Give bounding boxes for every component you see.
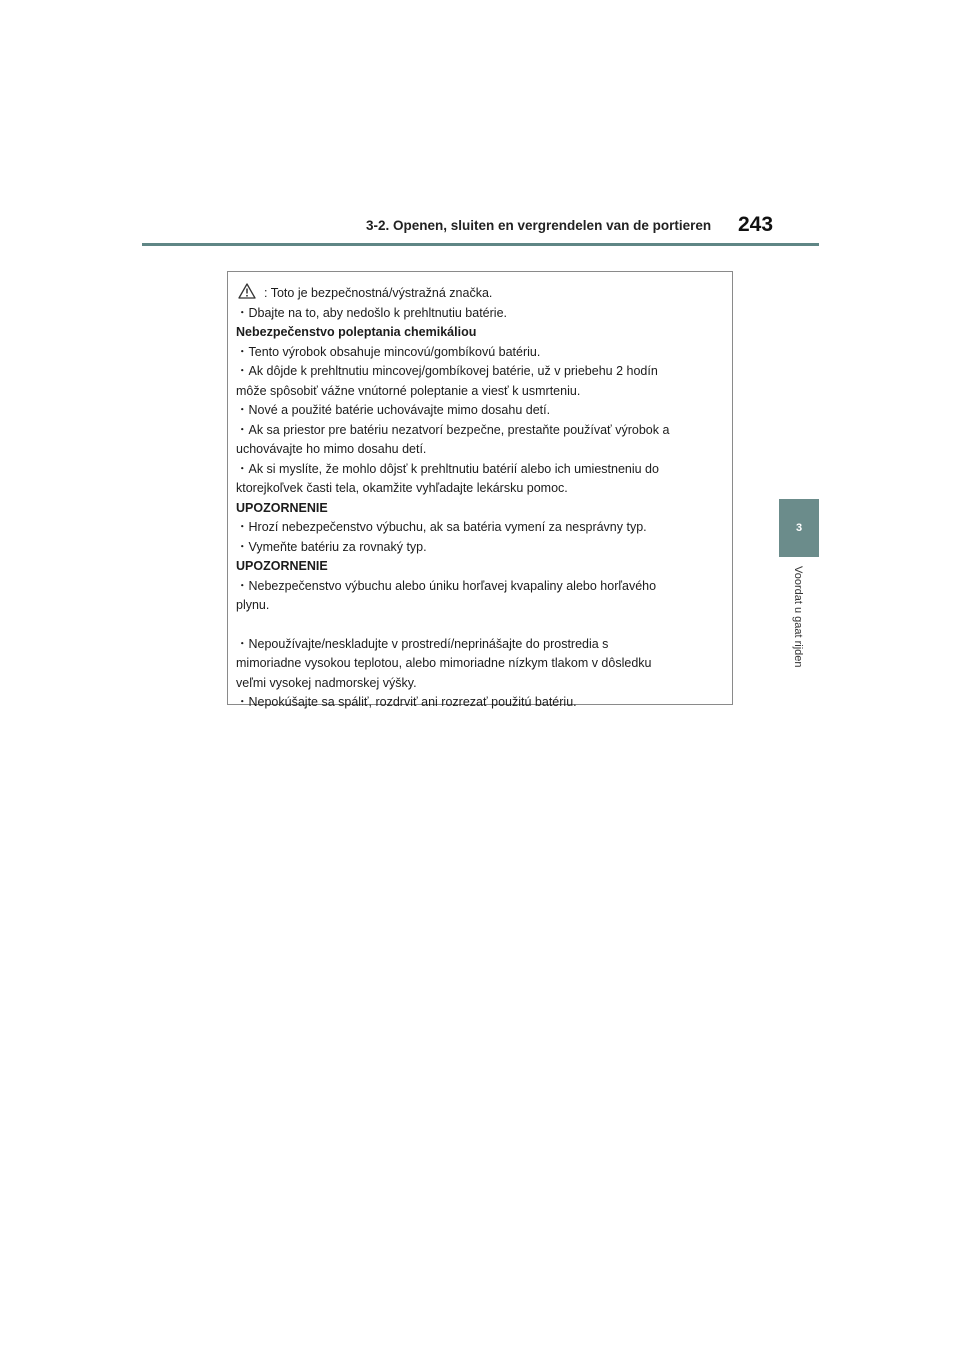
notice-line: mimoriadne vysokou teplotou, alebo mimoriadne nízkym tlakom v dôsledku xyxy=(236,656,652,670)
battery-warning-box xyxy=(227,271,733,709)
notice-line: ・Ak si myslíte, že mohlo dôjsť k prehltnutiu batérií alebo ich umiestneniu do xyxy=(236,461,659,476)
chapter-tab xyxy=(779,499,819,557)
notice-line: uchovávajte ho mimo dosahu detí. xyxy=(236,442,427,456)
notice-line: ・Dbajte na to, aby nedošlo k prehltnutiu batérie. xyxy=(236,305,508,320)
notice-line: veľmi vysokej nadmorskej výšky. xyxy=(236,675,417,690)
symbol-line xyxy=(236,283,724,304)
notice-line: ・Vymeňte batériu za rovnaký typ. xyxy=(236,539,427,554)
chapter-number: 3 xyxy=(795,522,803,534)
notice-line: ・Nové a použité batérie uchovávajte mimo dosahu detí. xyxy=(236,403,551,417)
notice-line: môže spôsobiť vážne vnútorné poleptanie a viesť k usmrteniu. xyxy=(236,383,581,398)
header-rule xyxy=(142,243,819,246)
notice-line: ・Hrozí nebezpečenstvo výbuchu, ak sa batéria vymení za nesprávny typ. xyxy=(236,520,647,534)
notice-line: ・Tento výrobok obsahuje mincovú/gombíkovú batériu. xyxy=(236,344,541,359)
notice-line: ・Nepokúšajte sa spáliť, rozdrviť ani rozrezať použitú batériu. xyxy=(236,695,577,709)
notice-line: ・Nebezpečenstvo výbuchu alebo úniku horľavej kvapaliny alebo horľavého xyxy=(236,578,657,593)
symbol-explanation: : Toto je bezpečnostná/výstražná značka. xyxy=(264,286,493,300)
notice-spacer xyxy=(236,616,724,635)
notice-line: ktorejkoľvek časti tela, okamžite vyhľadajte lekársku pomoc. xyxy=(236,481,568,495)
notice-line: ・Nepoužívajte/neskladujte v prostredí/neprinášajte do prostredia s xyxy=(236,636,609,651)
notice-line: plynu. xyxy=(236,598,270,612)
notice-heading: UPOZORNENIE xyxy=(236,559,328,573)
notice-line: ・Ak dôjde k prehltnutiu mincovej/gombíkovej batérie, už v priebehu 2 hodín xyxy=(236,364,658,378)
notice-line: ・Ak sa priestor pre batériu nezatvorí bezpečne, prestaňte používať výrobok a xyxy=(236,422,670,437)
page-number: 243 xyxy=(738,213,774,236)
warning-triangle-icon xyxy=(238,283,256,299)
header-section-title: 3-2. Openen, sluiten en vergrendelen van de portieren xyxy=(366,218,712,233)
notice-heading: UPOZORNENIE xyxy=(236,500,328,515)
notice-heading: Nebezpečenstvo poleptania chemikáliou xyxy=(236,325,477,339)
chapter-label: Voordat u gaat rijden xyxy=(792,566,804,668)
